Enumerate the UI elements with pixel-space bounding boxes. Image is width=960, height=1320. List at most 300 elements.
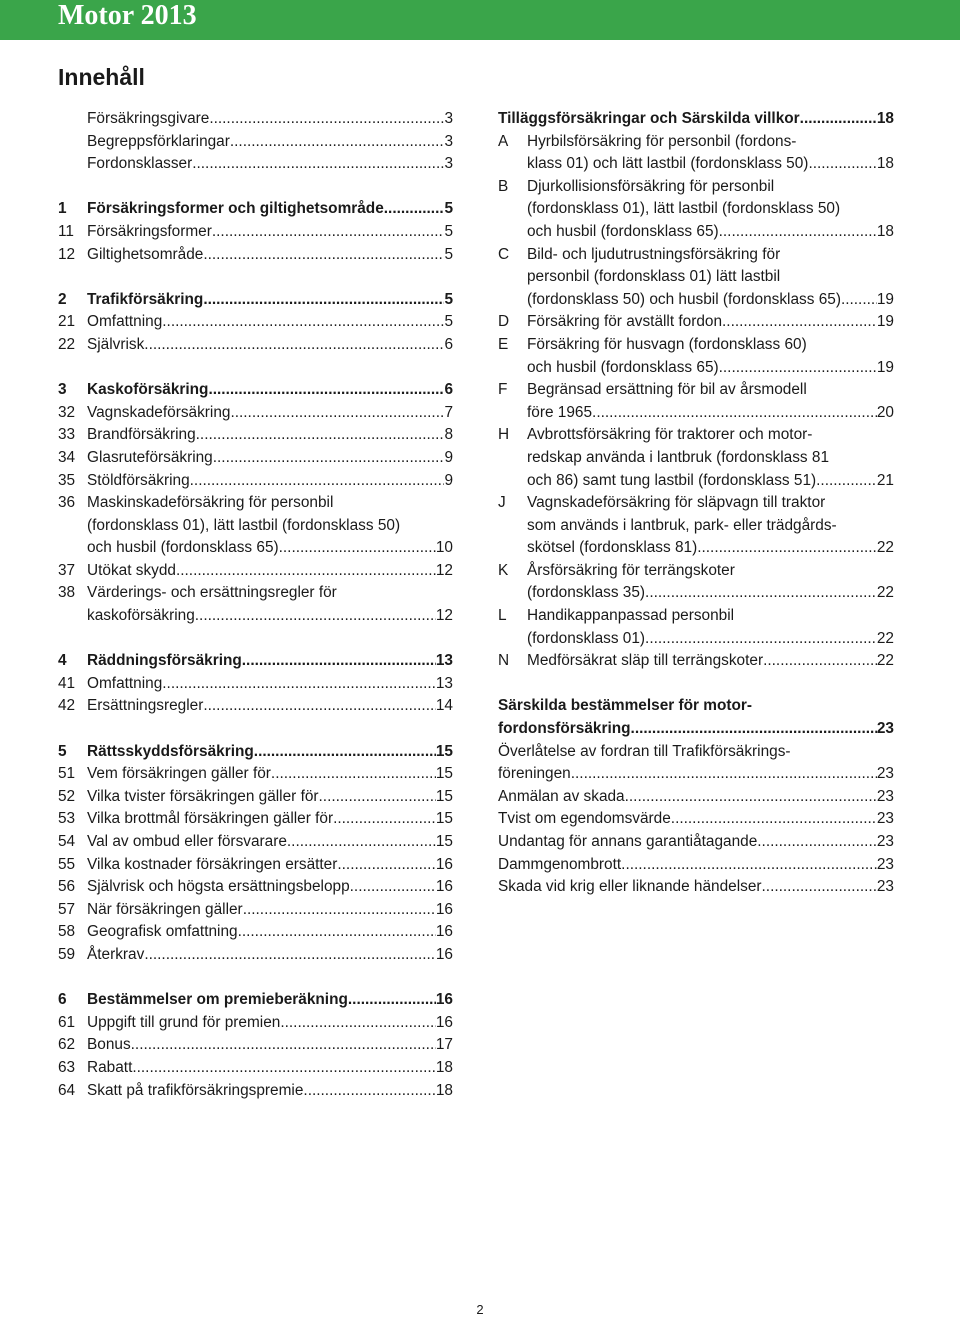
toc-entry-page: 5 (444, 313, 453, 331)
toc-entry-line (527, 357, 894, 380)
toc-entry-number: 42 (58, 697, 76, 715)
toc-entry[interactable] (58, 311, 453, 334)
toc-entry-body (87, 741, 453, 764)
toc-entry-line (527, 198, 894, 221)
toc-entry-line (527, 560, 894, 583)
toc-entry-body (87, 311, 453, 334)
toc-entry[interactable] (58, 424, 453, 447)
toc-entry-number: A (498, 132, 509, 150)
toc-entry-body (498, 854, 894, 877)
toc-entry[interactable] (58, 786, 453, 809)
dot-leader (213, 447, 445, 470)
toc-entry[interactable] (58, 854, 453, 877)
dot-leader (242, 650, 436, 673)
toc-entry-line (87, 424, 453, 447)
toc-entry-body (87, 582, 453, 627)
toc-entry-line (87, 515, 453, 538)
toc-entry[interactable] (58, 153, 453, 176)
toc-entry-line (87, 244, 453, 267)
toc-entry-title: Tvist om egendomsvärde (498, 810, 671, 828)
toc-entry[interactable] (58, 221, 453, 244)
toc-entry[interactable] (58, 831, 453, 854)
toc-entry-title: Vilka tvister försäkringen gäller för (87, 787, 319, 805)
dot-leader (162, 673, 436, 696)
dot-leader (621, 854, 877, 877)
toc-entry-page: 23 (876, 833, 894, 850)
toc-entry-number: 37 (58, 561, 76, 579)
toc-entry-page: 15 (435, 742, 453, 760)
toc-entry-number: 53 (58, 810, 76, 828)
toc-entry-title: Trafikförsäkring (87, 290, 204, 308)
dot-leader (238, 921, 436, 944)
toc-entry-title: Hyrbilsförsäkring för personbil (fordons- (527, 132, 797, 150)
toc-entry-title: Skada vid krig eller liknande händelser (498, 878, 762, 896)
toc-entry-page: 5 (444, 290, 453, 308)
toc-entry-body (498, 108, 894, 131)
dot-leader (162, 311, 444, 334)
toc-entry[interactable] (498, 605, 894, 650)
dot-leader (645, 628, 877, 651)
toc-entry-title: och husbil (fordonsklass 65) (87, 539, 279, 557)
toc-entry-title: Självrisk och högsta ersättningsbelopp (87, 878, 350, 896)
toc-entry-body (527, 244, 894, 312)
toc-entry-title: Stöldförsäkring (87, 471, 190, 489)
toc-entry-line (498, 108, 894, 131)
toc-entry-number: 52 (58, 787, 76, 805)
toc-entry[interactable] (58, 244, 453, 267)
toc-entry-body (87, 108, 453, 131)
toc-entry-number: J (498, 494, 506, 512)
toc-entry-body (527, 605, 894, 650)
toc-entry-title: Vilka brottmål försäkringen gäller för (87, 810, 334, 828)
toc-entry-page: 15 (435, 833, 453, 850)
toc-entry[interactable] (58, 899, 453, 922)
dot-leader (271, 763, 436, 786)
toc-entry-page: 21 (876, 471, 894, 489)
toc-entry-page: 19 (876, 358, 894, 376)
toc-entry-body (527, 176, 894, 244)
toc-entry[interactable] (58, 379, 453, 402)
toc-entry-title: Omfattning (87, 674, 163, 692)
toc-entry-title: Handikappanpassad personbil (527, 607, 735, 625)
toc-entry-page: 23 (876, 787, 894, 805)
toc-entry-page: 5 (444, 245, 453, 263)
toc-entry-page: 15 (435, 787, 453, 805)
toc-entry-line (87, 108, 453, 131)
toc-entry-line (87, 1080, 453, 1103)
toc-entry-line (87, 221, 453, 244)
toc-entry-line (87, 379, 453, 402)
dot-leader (203, 289, 444, 312)
toc-entry-body (87, 244, 453, 267)
toc-entry[interactable] (58, 334, 453, 357)
toc-entry-line (527, 176, 894, 199)
toc-entry-page: 22 (876, 652, 894, 670)
toc-entry-title: Brandförsäkring (87, 426, 196, 444)
toc-entry-title: Bonus (87, 1036, 131, 1054)
toc-entry-body (87, 876, 453, 899)
dot-leader (808, 153, 876, 176)
toc-entry[interactable] (58, 1080, 453, 1103)
toc-entry-body (527, 424, 894, 492)
toc-entry[interactable] (58, 1034, 453, 1057)
dot-leader (243, 899, 436, 922)
toc-entry-line (527, 650, 894, 673)
toc-entry-line (498, 876, 894, 899)
toc-entry-body (87, 447, 453, 470)
toc-entry-number: 3 (58, 381, 67, 399)
toc-entry-page: 13 (435, 652, 453, 670)
toc-entry-title: Tilläggsförsäkringar och Särskilda villkor (498, 110, 800, 127)
toc-entry-number: 36 (58, 494, 76, 512)
toc-entry-number: 51 (58, 765, 76, 783)
toc-entry-title: Rättsskyddsförsäkring (87, 742, 254, 760)
toc-entry-page: 22 (876, 629, 894, 647)
toc-entry-body (87, 470, 453, 493)
toc-entry[interactable] (58, 402, 453, 425)
toc-entry-title: Skatt på trafikförsäkringspremie (87, 1081, 304, 1099)
toc-entry-line (527, 266, 894, 289)
toc-entry-body (527, 311, 894, 334)
toc-entry-line (498, 741, 894, 764)
toc-entry-page: 18 (876, 155, 894, 173)
toc-entry-page: 3 (444, 110, 453, 127)
toc-entry-body (87, 1012, 453, 1035)
toc-entry[interactable] (498, 176, 894, 244)
toc-entry-body (87, 198, 453, 221)
toc-entry-line (87, 131, 453, 154)
toc-entry[interactable] (498, 108, 894, 131)
toc-entry-line (527, 582, 894, 605)
toc-entry[interactable] (498, 650, 894, 673)
toc-entry[interactable] (58, 492, 453, 560)
toc-entry-title: Självrisk (87, 335, 145, 353)
dot-leader (196, 424, 445, 447)
toc-entry-title: Glasruteförsäkring (87, 448, 213, 466)
toc-entry-line (87, 153, 453, 176)
toc-entry-line (87, 673, 453, 696)
toc-entry[interactable] (498, 786, 894, 809)
toc-entry-page: 17 (435, 1036, 453, 1054)
toc-entry-number: L (498, 607, 507, 625)
toc-entry[interactable] (498, 741, 894, 786)
toc-entry[interactable] (498, 854, 894, 877)
dot-leader (203, 244, 444, 267)
toc-entry-page: 6 (444, 381, 453, 399)
toc-entry-title: Uppgift till grund för premien (87, 1013, 281, 1031)
toc-entry[interactable] (58, 560, 453, 583)
toc-entry-number: 2 (58, 290, 67, 308)
toc-entry-line (498, 854, 894, 877)
toc-entry-line (87, 289, 453, 312)
toc-entry-title: Undantag för annans garantiåtagande (498, 833, 758, 850)
dot-leader (719, 357, 877, 380)
toc-entry-number: 58 (58, 923, 76, 941)
dot-leader (333, 808, 436, 831)
toc-entry-number: 56 (58, 878, 76, 896)
toc-entry-body (87, 786, 453, 809)
toc-entry[interactable] (58, 650, 453, 673)
toc-entry[interactable] (58, 741, 453, 764)
toc-entry-title: före 1965 (527, 403, 593, 421)
toc-entry-body (87, 1034, 453, 1057)
toc-entry-body (498, 876, 894, 899)
toc-entry-title: som används i lantbruk, park- eller trädgårds- (527, 516, 837, 534)
toc-entry-body (87, 808, 453, 831)
section-gap (58, 176, 453, 199)
toc-entry-body (87, 402, 453, 425)
toc-entry[interactable] (58, 695, 453, 718)
dot-leader (350, 876, 436, 899)
toc-entry-body (87, 944, 453, 967)
toc-entry-body (527, 650, 894, 673)
toc-entry-body (87, 763, 453, 786)
toc-entry[interactable] (58, 808, 453, 831)
toc-entry-number: E (498, 335, 509, 353)
toc-entry[interactable] (498, 311, 894, 334)
toc-entry-number: 55 (58, 855, 76, 873)
toc-entry-line (498, 786, 894, 809)
toc-entry-title: och husbil (fordonsklass 65) (527, 222, 719, 240)
toc-entry[interactable] (58, 921, 453, 944)
toc-entry-line (87, 492, 453, 515)
toc-entry-body (498, 741, 894, 786)
header-banner (0, 0, 960, 40)
toc-entry-number: 21 (58, 313, 76, 331)
toc-entry[interactable] (498, 492, 894, 560)
toc-entry[interactable] (58, 470, 453, 493)
dot-leader (841, 289, 877, 312)
toc-entry[interactable] (58, 447, 453, 470)
toc-entry-page: 23 (876, 720, 894, 738)
toc-entry-title: Vem försäkringen gäller för (87, 765, 271, 783)
toc-entry[interactable] (58, 876, 453, 899)
dot-leader (144, 944, 436, 967)
toc-entry-number: 22 (58, 335, 76, 353)
toc-entry-page: 5 (444, 222, 453, 240)
toc-entry[interactable] (498, 831, 894, 854)
toc-left-column (58, 108, 453, 1102)
toc-entry-number: 59 (58, 945, 76, 963)
toc-entry[interactable] (58, 1012, 453, 1035)
toc-entry-page: 9 (444, 471, 453, 489)
toc-entry-page: 16 (435, 855, 453, 873)
toc-entry[interactable] (498, 424, 894, 492)
dot-leader (195, 605, 436, 628)
toc-entry-title: (fordonsklass 35) (527, 584, 646, 602)
toc-entry-title: Överlåtelse av fordran till Trafikförsäkrings- (498, 742, 791, 760)
toc-entry-title: och husbil (fordonsklass 65) (527, 358, 719, 376)
toc-entry-line (527, 492, 894, 515)
toc-entry[interactable] (58, 1057, 453, 1080)
dot-leader (762, 876, 877, 899)
toc-entry-line (87, 198, 453, 221)
toc-entry[interactable] (498, 379, 894, 424)
toc-entry-page: 23 (876, 810, 894, 828)
toc-entry-line (87, 831, 453, 854)
toc-entry-body (87, 989, 453, 1012)
dot-leader (287, 831, 436, 854)
toc-entry-body (87, 334, 453, 357)
toc-entry-number: B (498, 177, 509, 195)
dot-leader (212, 221, 445, 244)
toc-entry-title: Räddningsförsäkring (87, 652, 242, 670)
toc-entry-line (87, 989, 453, 1012)
toc-entry-body (527, 131, 894, 176)
toc-entry-page: 13 (435, 674, 453, 692)
toc-entry-title: kaskoförsäkring (87, 607, 195, 625)
toc-entry-line (87, 741, 453, 764)
dot-leader (348, 989, 436, 1012)
dot-leader (645, 582, 877, 605)
toc-entry-page: 16 (435, 1013, 453, 1031)
toc-entry-body (87, 131, 453, 154)
toc-entry[interactable] (58, 582, 453, 627)
dot-leader (625, 786, 877, 809)
toc-entry-body (87, 921, 453, 944)
toc-entry[interactable] (498, 560, 894, 605)
section-gap (58, 266, 453, 289)
toc-entry-line (527, 221, 894, 244)
toc-entry-number: H (498, 426, 510, 444)
toc-entry[interactable] (498, 876, 894, 899)
toc-entry-line (87, 311, 453, 334)
toc-entry-line (527, 334, 894, 357)
toc-entry-line (87, 402, 453, 425)
toc-entry-title: Rabatt (87, 1058, 133, 1076)
toc-entry-page: 15 (435, 765, 453, 783)
dot-leader (303, 1080, 435, 1103)
dot-leader (592, 402, 877, 425)
dot-leader (763, 650, 877, 673)
toc-entry-line (527, 447, 894, 470)
section-gap (498, 673, 894, 696)
toc-entry-title: (fordonsklass 50) och husbil (fordonsklass 65) (527, 290, 841, 308)
toc-entry-title: Giltighetsområde (87, 245, 204, 263)
toc-entry-title: Försäkringsformer (87, 222, 212, 240)
dot-leader (816, 470, 877, 493)
toc-entry-title: fordonsförsäkring (498, 720, 631, 738)
document-title: Motor 2013 (58, 0, 197, 31)
toc-entry-line (527, 131, 894, 154)
toc-entry-title: Avbrottsförsäkring för traktorer och motor- (527, 426, 813, 444)
toc-entry-number: 4 (58, 652, 67, 670)
toc-entry-page: 12 (435, 561, 453, 579)
toc-entry-title: Försäkring för husvagn (fordonsklass 60) (527, 335, 807, 353)
toc-entry-title: och 86) samt tung lastbil (fordonsklass 51) (527, 471, 817, 489)
toc-entry[interactable] (498, 244, 894, 312)
toc-entry-title: Val av ombud eller försvarare (87, 833, 287, 850)
toc-entry-body (87, 221, 453, 244)
section-gap (58, 628, 453, 651)
toc-entry[interactable] (58, 108, 453, 131)
toc-entry-title: Begreppsförklaringar (87, 132, 230, 150)
dot-leader (209, 108, 444, 131)
toc-entry-number: 33 (58, 426, 76, 444)
toc-entry-title: Vagnskadeförsäkring (87, 403, 231, 421)
toc-entry-number: 32 (58, 403, 76, 421)
toc-entry[interactable] (58, 131, 453, 154)
toc-entry-page: 18 (435, 1058, 453, 1076)
toc-entry[interactable] (498, 808, 894, 831)
toc-entry-title: Bestämmelser om premieberäkning (87, 991, 348, 1009)
toc-entry-line (87, 854, 453, 877)
dot-leader (230, 402, 444, 425)
toc-entry[interactable] (498, 695, 894, 740)
toc-entry-number: 38 (58, 584, 76, 602)
toc-entry[interactable] (498, 334, 894, 379)
dot-leader (279, 537, 436, 560)
toc-entry-line (87, 921, 453, 944)
dot-leader (131, 1034, 436, 1057)
toc-entry-page: 19 (876, 290, 894, 308)
toc-entry[interactable] (58, 289, 453, 312)
toc-entry-page: 14 (435, 697, 453, 715)
toc-entry-title: Utökat skydd (87, 561, 176, 579)
toc-entry-line (527, 470, 894, 493)
toc-entry-line (87, 1057, 453, 1080)
toc-entry-page: 16 (435, 878, 453, 896)
toc-entry-line (87, 944, 453, 967)
toc-entry[interactable] (498, 131, 894, 176)
toc-entry-body (87, 650, 453, 673)
toc-entry-body (87, 899, 453, 922)
toc-entry[interactable] (58, 673, 453, 696)
toc-entry-number: K (498, 561, 509, 579)
toc-entry-number: 54 (58, 833, 76, 850)
toc-entry-title: Försäkringsgivare (87, 110, 210, 127)
toc-entry-number: 11 (58, 222, 74, 240)
toc-entry-body (87, 560, 453, 583)
toc-entry-page: 18 (876, 222, 894, 240)
toc-entry-line (87, 876, 453, 899)
toc-entry-body (87, 673, 453, 696)
toc-heading: Innehåll (58, 64, 145, 90)
dot-leader (631, 718, 877, 741)
toc-entry-number: C (498, 245, 510, 263)
toc-entry-title: personbil (fordonsklass 01) lätt lastbil (527, 268, 781, 286)
toc-entry-number: 62 (58, 1036, 76, 1054)
toc-entry-number: 61 (58, 1013, 76, 1031)
toc-entry-title: Årsförsäkring för terrängskoter (527, 561, 735, 579)
toc-entry-title: Begränsad ersättning för bil av årsmodell (527, 381, 807, 399)
toc-entry-line (527, 289, 894, 312)
toc-entry[interactable] (58, 989, 453, 1012)
toc-right-column (498, 108, 894, 899)
toc-entry-body (87, 695, 453, 718)
toc-entry-number: 12 (58, 245, 76, 263)
toc-entry[interactable] (58, 198, 453, 221)
toc-entry-line (87, 695, 453, 718)
dot-leader (571, 763, 877, 786)
toc-entry-page: 18 (435, 1081, 453, 1099)
toc-entry-body (527, 492, 894, 560)
toc-entry-page: 16 (435, 923, 453, 941)
toc-entry-number: D (498, 313, 510, 331)
toc-entry-title: skötsel (fordonsklass 81) (527, 539, 698, 557)
toc-entry-title: Ersättningsregler (87, 697, 204, 715)
toc-entry-title: Geografisk omfattning (87, 923, 238, 941)
toc-entry-title: (fordonsklass 01), lätt lastbil (fordonsklass 50) (87, 516, 401, 534)
toc-entry[interactable] (58, 763, 453, 786)
toc-entry-page: 20 (876, 403, 894, 421)
toc-entry[interactable] (58, 944, 453, 967)
toc-entry-title: Vagnskadeförsäkring för släpvagn till traktor (527, 494, 826, 512)
dot-leader (190, 470, 445, 493)
toc-entry-page: 18 (876, 110, 894, 127)
toc-entry-body (87, 831, 453, 854)
dot-leader (719, 221, 877, 244)
